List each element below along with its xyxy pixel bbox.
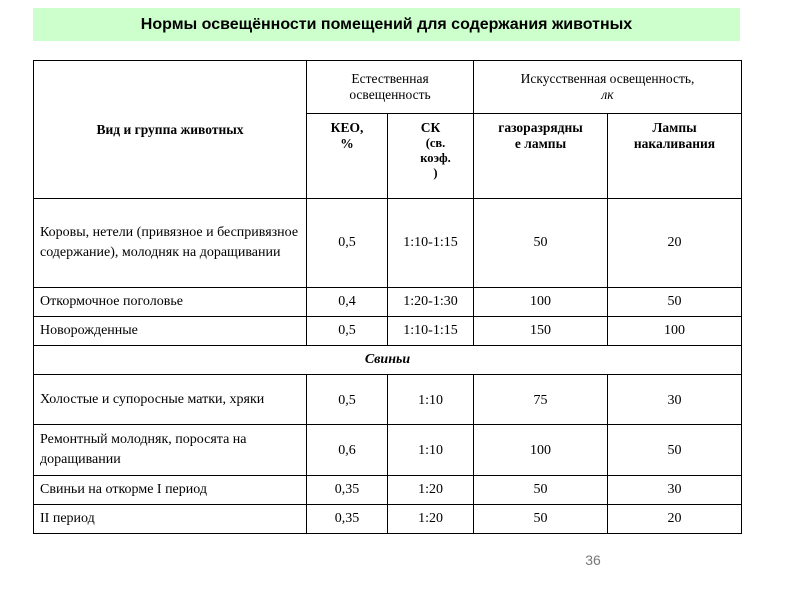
header-incandescent bbox=[608, 114, 742, 199]
row-incand: 20 bbox=[608, 505, 742, 534]
row-name: II период bbox=[34, 505, 307, 534]
row-gas: 150 bbox=[474, 317, 608, 346]
header-natural bbox=[307, 61, 474, 114]
row-keo: 0,5 bbox=[307, 375, 388, 425]
row-keo: 0,4 bbox=[307, 288, 388, 317]
header-artificial-unit: лк bbox=[601, 87, 614, 102]
row-gas: 50 bbox=[474, 476, 608, 505]
row-incand: 30 bbox=[608, 375, 742, 425]
row-keo: 0,35 bbox=[307, 505, 388, 534]
row-name: Коровы, нетели (привязное и беспривязное содержание), молодняк на доращивании bbox=[34, 199, 307, 288]
row-sk: 1:20 bbox=[388, 476, 474, 505]
row-sk: 1:20 bbox=[388, 505, 474, 534]
header-artificial bbox=[474, 61, 742, 114]
table-row bbox=[34, 288, 742, 317]
row-gas: 50 bbox=[474, 505, 608, 534]
row-incand: 50 bbox=[608, 288, 742, 317]
header-sk-line1: СК bbox=[420, 120, 441, 135]
header-keo-line2: % bbox=[340, 136, 354, 151]
row-gas: 50 bbox=[474, 199, 608, 288]
header-gas-line2: е лампы bbox=[514, 136, 567, 151]
header-gas-line1: газоразрядны bbox=[498, 120, 583, 135]
table-row bbox=[34, 505, 742, 534]
row-name: Новорожденные bbox=[34, 317, 307, 346]
row-sk: 1:10 bbox=[388, 375, 474, 425]
row-sk: 1:10-1:15 bbox=[388, 199, 474, 288]
header-keo-line1: КЕО, bbox=[330, 120, 364, 135]
header-artificial-text: Искусственная освещенность, bbox=[520, 71, 695, 86]
slide-title bbox=[33, 8, 740, 41]
row-name: Холостые и супоросные матки, хряки bbox=[34, 375, 307, 425]
header-sk-line2: (св. bbox=[425, 136, 446, 150]
row-name: Откормочное поголовье bbox=[34, 288, 307, 317]
row-keo: 0,5 bbox=[307, 199, 388, 288]
row-gas: 100 bbox=[474, 288, 608, 317]
section-row-pigs bbox=[34, 346, 742, 375]
row-keo: 0,5 bbox=[307, 317, 388, 346]
slide-title-text: Нормы освещённости помещений для содержания животных bbox=[140, 15, 633, 33]
page-number: 36 bbox=[585, 552, 601, 568]
table-row bbox=[34, 476, 742, 505]
header-keo bbox=[307, 114, 388, 199]
header-incand-line2: накаливания bbox=[633, 136, 716, 151]
header-row-1 bbox=[34, 61, 742, 114]
row-incand: 30 bbox=[608, 476, 742, 505]
row-incand: 50 bbox=[608, 425, 742, 476]
header-animal-text: Вид и группа животных bbox=[96, 121, 244, 137]
section-title: Свиньи bbox=[34, 346, 742, 375]
table-row bbox=[34, 199, 742, 288]
row-gas: 100 bbox=[474, 425, 608, 476]
header-animal bbox=[34, 61, 307, 199]
row-incand: 100 bbox=[608, 317, 742, 346]
header-gas-lamps bbox=[474, 114, 608, 199]
lighting-norms-table bbox=[33, 60, 742, 534]
row-name: Ремонтный молодняк, поросята на доращивании bbox=[34, 425, 307, 476]
row-sk: 1:10-1:15 bbox=[388, 317, 474, 346]
table-row bbox=[34, 317, 742, 346]
table-row bbox=[34, 425, 742, 476]
header-incand-line1: Лампы bbox=[652, 120, 697, 135]
row-name: Свиньи на откорме I период bbox=[34, 476, 307, 505]
row-keo: 0,6 bbox=[307, 425, 388, 476]
header-sk-line4: ) bbox=[433, 166, 438, 180]
header-natural-text: Естественная освещенность bbox=[349, 71, 431, 102]
row-gas: 75 bbox=[474, 375, 608, 425]
header-sk bbox=[388, 114, 474, 199]
row-sk: 1:20-1:30 bbox=[388, 288, 474, 317]
row-incand: 20 bbox=[608, 199, 742, 288]
header-sk-line3: коэф. bbox=[420, 151, 451, 165]
table-row bbox=[34, 375, 742, 425]
row-sk: 1:10 bbox=[388, 425, 474, 476]
row-keo: 0,35 bbox=[307, 476, 388, 505]
